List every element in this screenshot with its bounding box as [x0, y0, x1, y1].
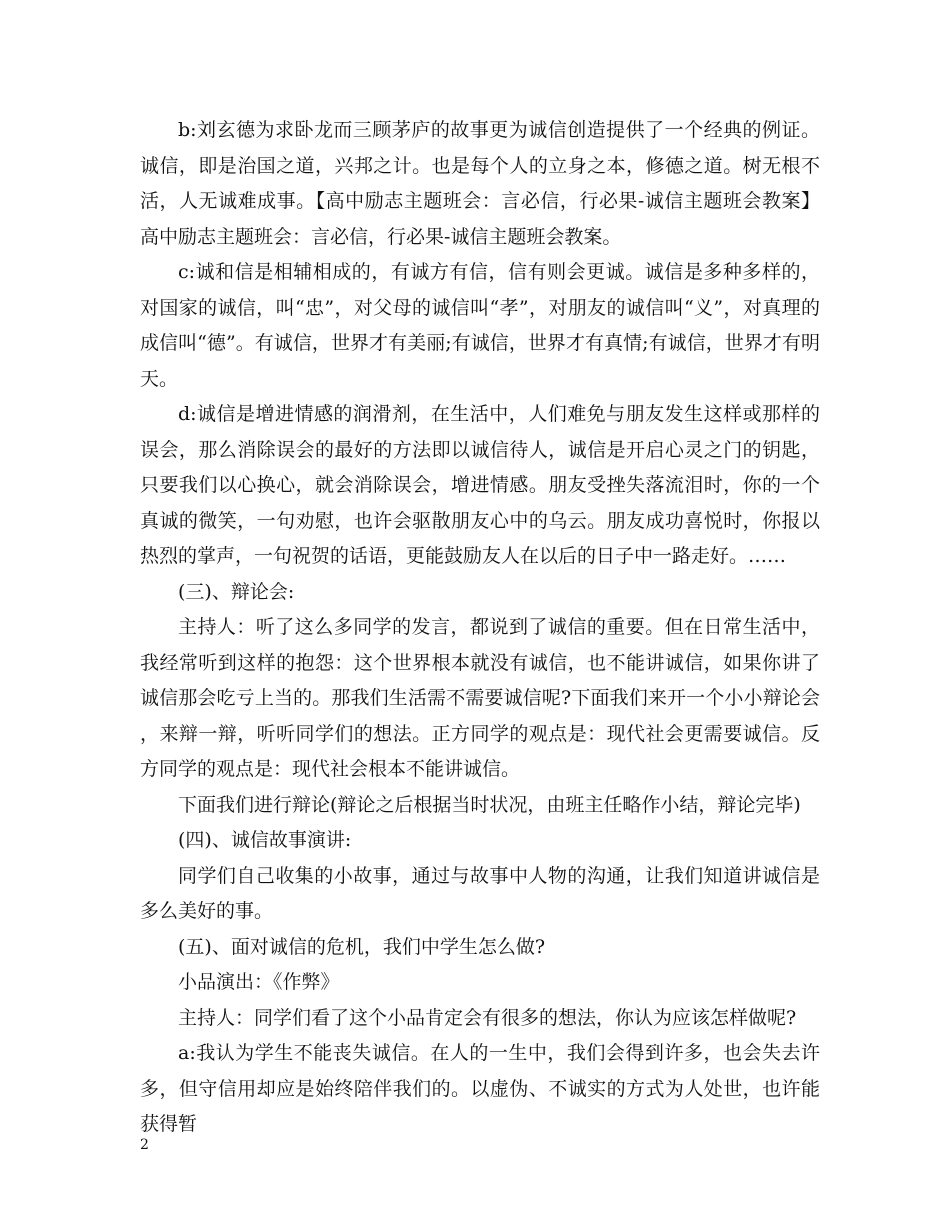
section-heading-crisis: (五)、面对诚信的危机，我们中学生怎么做? [178, 935, 546, 958]
paragraph-b: b:刘玄德为求卧龙而三顾茅庐的故事更为诚信创造提供了一个经典的例证。诚信，即是治国之道，兴邦之计。也是每个人的立身之本，修德之道。树无根不活，人无诚难成事。【高中励志主题班会：言必信，行必果-诚信主题班会教案】高中励志主题班会：言必信，行必果-诚信主题班会教案。 [140, 119, 820, 248]
paragraph-story-speech: 同学们自己收集的小故事，通过与故事中人物的沟通，让我们知道讲诚信是多么美好的事。 [140, 864, 820, 922]
paragraph-a: a:我认为学生不能丧失诚信。在人的一生中，我们会得到许多，也会失去许多，但守信用却应是始终陪伴我们的。以虚伪、不诚实的方式为人处世，也许能获得暂 [140, 1042, 820, 1135]
paragraph-skit: 小品演出：《作弊》 [178, 971, 340, 993]
section-heading-story-speech: (四)、诚信故事演讲: [178, 829, 352, 851]
paragraph-c: c:诚和信是相辅相成的，有诚方有信，信有则会更诚。诚信是多种多样的，对国家的诚信，叫“忠”，对父母的诚信叫“孝”，对朋友的诚信叫“义”，对真理的成信叫“德”。有诚信，世界才有美丽;有诚信，世界才有真情;有诚信，世界才有明天。 [140, 261, 820, 390]
paragraph-host-question: 主持人：同学们看了这个小品肯定会有很多的想法，你认为应该怎样做呢? [178, 1006, 797, 1029]
paragraph-d: d:诚信是增进情感的润滑剂，在生活中，人们难免与朋友发生这样或那样的误会，那么消除误会的最好的方法即以诚信待人，诚信是开启心灵之门的钥匙，只要我们以心换心，就会消除误会，增进情感。朋友受挫失落流泪时，你的一个真诚的微笑，一句劝慰，也许会驱散朋友心中的乌云。朋友成功喜悦时，你报以热烈的掌声，一句祝贺的话语，更能鼓励友人在以后的日子中一路走好。…… [140, 403, 820, 567]
body-text [140, 113, 820, 1143]
paragraph-debate-procedure: 下面我们进行辩论(辩论之后根据当时状况，由班主任略作小结，辩论完毕) [178, 793, 801, 816]
page-number: 2 [140, 1137, 149, 1153]
paragraph-host-debate: 主持人：听了这么多同学的发言，都说到了诚信的重要。但在日常生活中，我经常听到这样的抱怨：这个世界根本就没有诚信，也不能讲诚信，如果你讲了诚信那会吃亏上当的。那我们生活需不需要诚信呢?下面我们来开一个小小辩论会，来辩一辩，听听同学们的想法。正方同学的观点是：现代社会更需要诚信。反方同学的观点是：现代社会根本不能讲诚信。 [140, 616, 820, 780]
section-heading-debate: (三)、辩论会: [178, 580, 295, 603]
